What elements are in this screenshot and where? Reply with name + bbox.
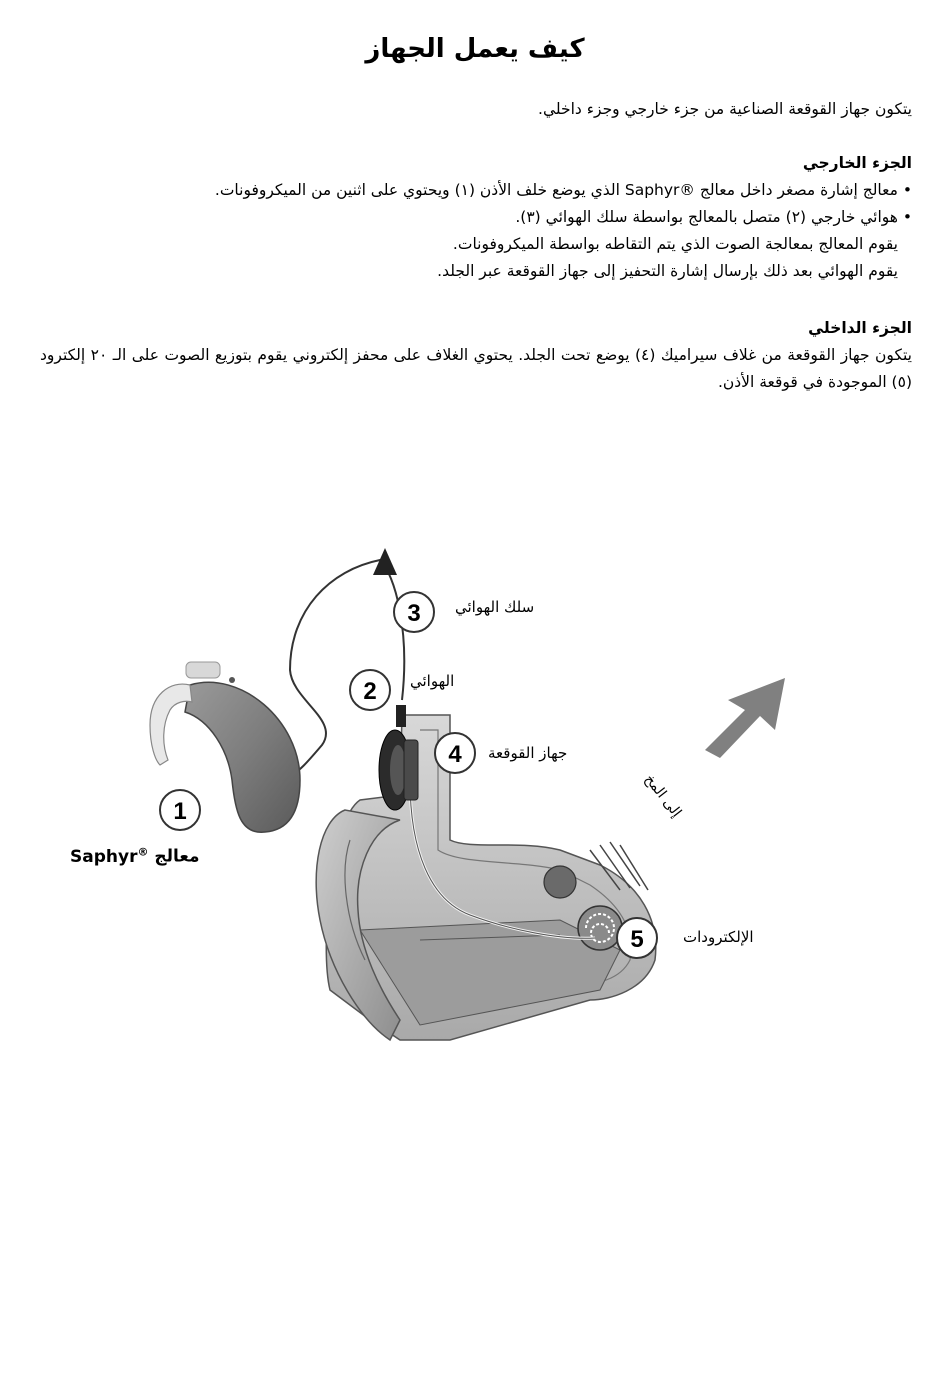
external-note-processing: يقوم المعالج بمعالجة الصوت الذي يتم التقاطه بواسطة الميكروفونات. <box>452 235 898 253</box>
marker-1 <box>160 790 200 830</box>
external-bullet-antenna: • هوائي خارجي (٢) متصل بالمعالج بواسطة سلك الهوائي (٣). <box>515 208 912 226</box>
external-list <box>40 177 912 285</box>
marker-4 <box>435 733 475 773</box>
label-saphyr-processor <box>70 845 200 867</box>
internal-heading: الجزء الداخلي <box>808 319 912 337</box>
label-processor: معالج <box>154 846 200 867</box>
label-electrodes: الإلكترودات <box>683 928 754 946</box>
marker-3 <box>394 592 434 632</box>
intro-text: يتكون جهاز القوقعة الصناعية من جزء خارجي وجزء داخلي. <box>538 100 912 118</box>
label-processor-brand: Saphyr <box>70 846 138 867</box>
registered-mark: ® <box>137 845 149 858</box>
external-bullet-processor: • معالج إشارة مصغر داخل معالج ®Saphyr الذي يوضع خلف الأذن (١) ويحتوي على اثنين من الميكروفونات. <box>214 181 912 199</box>
label-antenna-cable: سلك الهوائي <box>455 598 535 616</box>
label-to-brain: إلى المخ <box>641 771 685 821</box>
page-title: كيف يعمل الجهاز <box>365 34 585 64</box>
external-heading: الجزء الخارجي <box>802 154 912 172</box>
marker-1-number: 1 <box>173 798 187 825</box>
marker-2-number: 2 <box>363 678 377 705</box>
marker-5 <box>617 918 657 958</box>
cochlear-implant-diagram <box>0 520 950 1080</box>
label-antenna: الهوائي <box>410 672 455 690</box>
internal-paragraph: يتكون جهاز القوقعة من غلاف سيراميك (٤) يوضع تحت الجلد. يحتوي الغلاف على محفز إلكتروني يقوم بتوزيع الصوت على الـ ٢٠ إلكترود (٥) الموجودة في قوقعة الأذن. <box>40 346 912 391</box>
marker-4-number: 4 <box>448 741 462 768</box>
external-note-transmission: يقوم الهوائي بعد ذلك بإرسال إشارة التحفيز إلى جهاز القوقعة عبر الجلد. <box>437 262 898 280</box>
marker-3-number: 3 <box>407 600 421 627</box>
marker-5-number: 5 <box>630 926 644 953</box>
label-cochlear-device: جهاز القوقعة <box>488 744 568 762</box>
label-processor-brand-group <box>70 847 148 867</box>
marker-2 <box>350 670 390 710</box>
